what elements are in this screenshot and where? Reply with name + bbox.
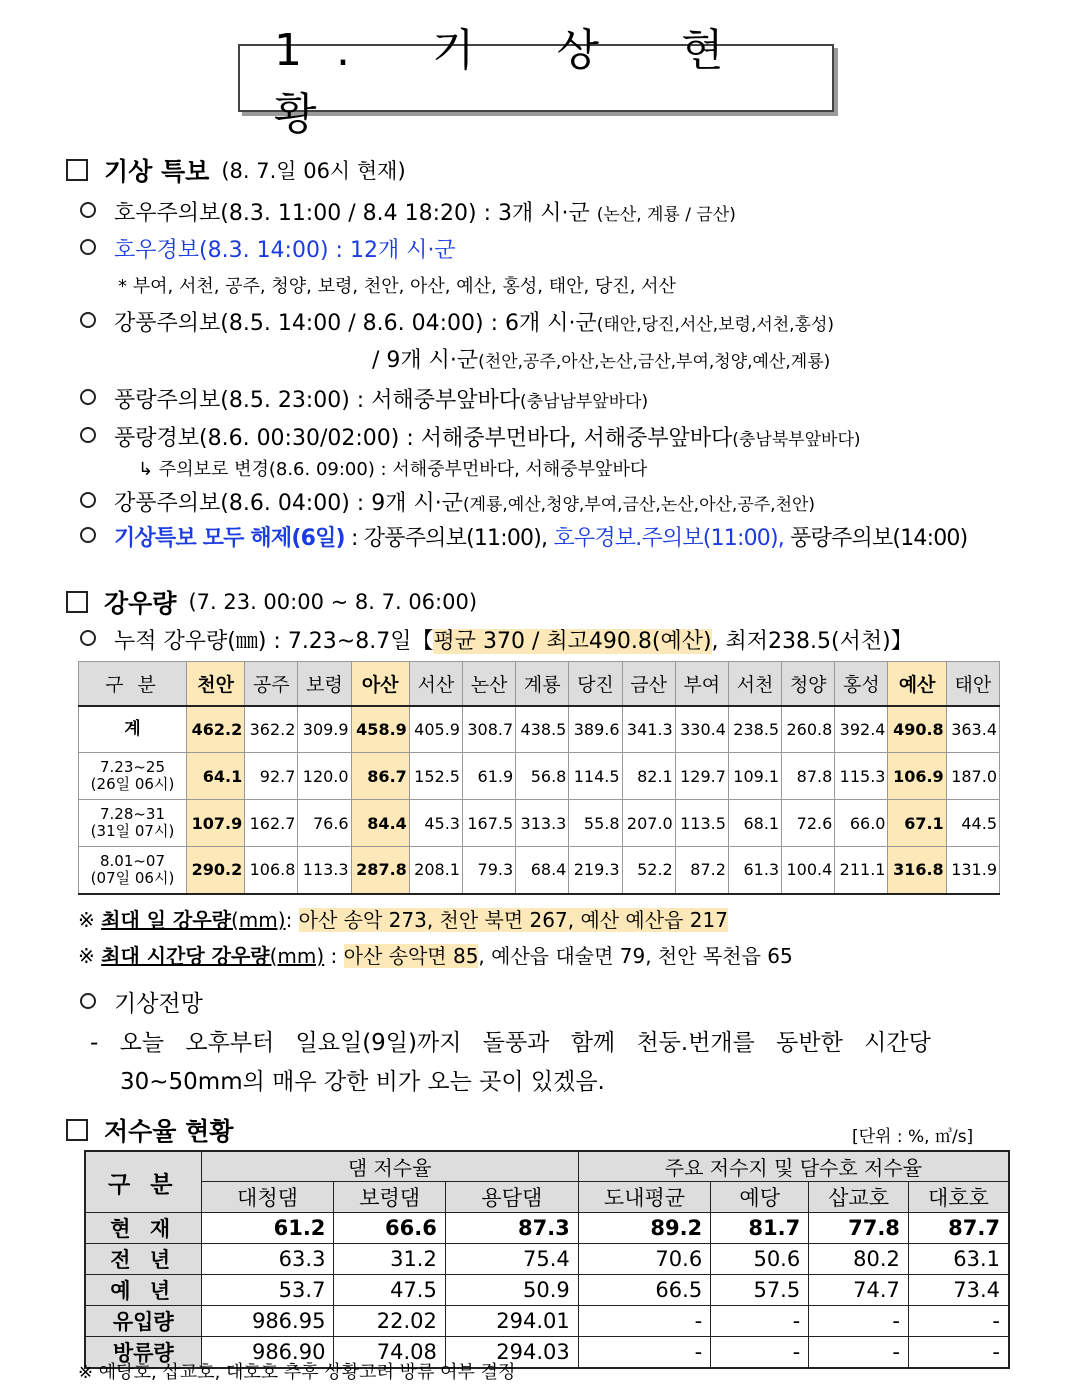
reservoir-row	[85, 1306, 1009, 1337]
cumulative-text: , 최저238.5(서천)】	[711, 629, 913, 654]
city-header: 예산	[888, 662, 946, 706]
rainfall-cell: 76.6	[298, 800, 351, 847]
reservoir-cell: 31.2	[334, 1244, 445, 1275]
row-label	[79, 706, 187, 753]
rainfall-cell: 87.2	[675, 847, 728, 894]
rainfall-cell: 64.1	[187, 753, 245, 800]
warning-text: / 9개 시·군	[372, 348, 479, 373]
warning-item-5	[80, 421, 861, 452]
rainfall-cell: 115.3	[835, 753, 888, 800]
rainfall-cell: 260.8	[782, 706, 835, 753]
reservoir-cell: 63.1	[908, 1244, 1009, 1275]
row-label	[79, 753, 187, 800]
reservoir-cell: -	[578, 1337, 710, 1369]
rainfall-cell: 167.5	[462, 800, 515, 847]
warning-note-5: ↳ 주의보로 변경(8.6. 09:00) : 서해중부먼바다, 서해중부앞바다	[138, 459, 648, 480]
city-header: 홍성	[835, 662, 888, 706]
warning-detail: (충남남부앞바다)	[519, 392, 649, 412]
city-header: 아산	[351, 662, 409, 706]
rainfall-cell: 219.3	[569, 847, 622, 894]
group-reservoir: 주요 저수지 및 담수호 저수율	[578, 1151, 1009, 1182]
rainfall-cell: 462.2	[187, 706, 245, 753]
reservoir-cell: 22.02	[334, 1306, 445, 1337]
rainfall-cell: 208.1	[409, 847, 462, 894]
rainfall-cell: 316.8	[888, 847, 946, 894]
row-label-time: (26일 06시)	[90, 775, 175, 793]
city-header: 서천	[728, 662, 781, 706]
row-label	[79, 800, 187, 847]
unit-label: [단위 : %, ㎥/s]	[852, 1127, 974, 1147]
reservoir-cell: 74.08	[334, 1337, 445, 1369]
warning-item-3b	[372, 343, 830, 374]
title-box	[238, 25, 834, 140]
warning-item-3	[80, 306, 834, 337]
reservoir-cell: 74.7	[809, 1275, 909, 1306]
city-header: 태안	[946, 662, 999, 706]
reservoir-cell: -	[578, 1306, 710, 1337]
rainfall-cell: 309.9	[298, 706, 351, 753]
reservoir-col: 예당	[711, 1182, 809, 1213]
reservoir-col-header	[85, 1182, 1009, 1213]
rainfall-cell: 66.0	[835, 800, 888, 847]
reservoir-cell: 47.5	[334, 1275, 445, 1306]
rainfall-cell: 211.1	[835, 847, 888, 894]
reservoir-cell: 57.5	[711, 1275, 809, 1306]
row-label-period: 계	[124, 718, 141, 739]
rainfall-cell: 106.8	[245, 847, 298, 894]
reservoir-cell: 81.7	[711, 1213, 809, 1244]
reservoir-row-label: 방류량	[85, 1337, 201, 1369]
circle-bullet-icon	[80, 630, 96, 646]
circle-bullet-icon	[80, 993, 96, 1009]
rainfall-cell: 84.4	[351, 800, 409, 847]
rainfall-cell: 120.0	[298, 753, 351, 800]
rainfall-cell: 45.3	[409, 800, 462, 847]
reservoir-col: 보령댐	[334, 1182, 445, 1213]
max-daily-label: 최대 일 강우량	[101, 908, 231, 932]
rainfall-cell: 114.5	[569, 753, 622, 800]
rainfall-cell: 61.3	[728, 847, 781, 894]
rainfall-cell: 162.7	[245, 800, 298, 847]
reservoir-cell: -	[711, 1337, 809, 1369]
rainfall-header-label: 구 분	[79, 662, 187, 706]
rainfall-table-body	[79, 706, 1000, 894]
rainfall-cell: 87.8	[782, 753, 835, 800]
section-reservoir	[66, 1112, 233, 1148]
city-header: 서산	[409, 662, 462, 706]
reservoir-footnote: ※ 예당호, 삽교호, 대호호 추후 상황고려 방류 여부 결정	[78, 1362, 516, 1383]
city-header: 당진	[569, 662, 622, 706]
circle-bullet-icon	[80, 312, 96, 328]
checkbox-square-icon	[66, 1119, 88, 1141]
reservoir-cell: 89.2	[578, 1213, 710, 1244]
circle-bullet-icon	[80, 527, 96, 543]
rainfall-cell: 389.6	[569, 706, 622, 753]
reservoir-cell: 986.95	[201, 1306, 334, 1337]
reservoir-row-label: 예 년	[85, 1275, 201, 1306]
reservoir-col: 삽교호	[809, 1182, 909, 1213]
rainfall-cell: 113.3	[298, 847, 351, 894]
warning-item-1	[80, 196, 736, 227]
rainfall-cell: 490.8	[888, 706, 946, 753]
forecast-line-2: 30~50mm의 매우 강한 비가 오는 곳이 있겠음.	[120, 1069, 605, 1095]
rainfall-row	[79, 847, 1000, 894]
reservoir-row-label: 유입량	[85, 1306, 201, 1337]
city-header: 논산	[462, 662, 515, 706]
row-label-period: 7.23~25	[99, 758, 166, 776]
reservoir-col: 대호호	[908, 1182, 1009, 1213]
reservoir-row	[85, 1275, 1009, 1306]
page-title: 1. 기 상 현 황	[274, 25, 758, 140]
reservoir-cell: -	[711, 1306, 809, 1337]
rainfall-cell: 207.0	[622, 800, 675, 847]
rainfall-cell: 152.5	[409, 753, 462, 800]
rainfall-cell: 82.1	[622, 753, 675, 800]
city-header: 보령	[298, 662, 351, 706]
warning-detail: (태안,당진,서산,보령,서천,홍성)	[596, 315, 835, 335]
warning-note-2: * 부여, 서천, 공주, 청양, 보령, 천안, 아산, 예산, 홍성, 태안, 당진, 서산	[118, 276, 676, 297]
warning-text: 호우주의보(8.3. 11:00 / 8.4 18:20) : 3개 시·군	[114, 201, 590, 226]
reservoir-cell: 50.9	[445, 1275, 578, 1306]
reservoir-cell: 50.6	[711, 1244, 809, 1275]
circle-bullet-icon	[80, 202, 96, 218]
reservoir-cell: 66.6	[334, 1213, 445, 1244]
rainfall-cell: 405.9	[409, 706, 462, 753]
forecast-heading	[80, 985, 203, 1018]
section-heading: 저수율 현황	[104, 1117, 234, 1146]
reservoir-col: 용담댐	[445, 1182, 578, 1213]
reservoir-row	[85, 1244, 1009, 1275]
reservoir-cell: 87.3	[445, 1213, 578, 1244]
row-label-period: 8.01~07	[99, 851, 166, 870]
rainfall-cell: 129.7	[675, 753, 728, 800]
rainfall-cell: 362.2	[245, 706, 298, 753]
reservoir-table	[84, 1150, 1010, 1369]
rainfall-table	[78, 661, 1000, 895]
reservoir-cell: 70.6	[578, 1244, 710, 1275]
reservoir-cell: 63.3	[201, 1244, 334, 1275]
reservoir-col: 대청댐	[201, 1182, 334, 1213]
cumulative-rainfall	[80, 624, 913, 655]
warning-item-6	[80, 486, 815, 517]
warning-item-7	[80, 521, 967, 552]
cumulative-text: 누적 강우량(㎜) : 7.23~8.7일【	[114, 629, 434, 654]
rainfall-row	[79, 800, 1000, 847]
warning-text: 강풍주의보(8.5. 14:00 / 8.6. 04:00) : 6개 시·군	[114, 311, 597, 336]
max-hourly-label: 최대 시간당 강우량	[101, 944, 270, 968]
rainfall-cell: 290.2	[187, 847, 245, 894]
rainfall-cell: 313.3	[516, 800, 569, 847]
warning-text: : 강풍주의보(11:00),	[344, 526, 554, 551]
reservoir-cell: -	[908, 1306, 1009, 1337]
circle-bullet-icon	[80, 239, 96, 255]
rainfall-cell: 44.5	[946, 800, 999, 847]
reservoir-row	[85, 1213, 1009, 1244]
warning-text: 풍랑주의보(8.5. 23:00) : 서해중부앞바다	[114, 388, 520, 413]
warning-item-4	[80, 383, 648, 414]
max-daily-values: 아산 송악 273, 천안 북면 267, 예산 예산읍 217	[298, 908, 728, 932]
rainfall-cell: 68.4	[516, 847, 569, 894]
reservoir-cell: -	[809, 1337, 909, 1369]
reservoir-row-label: 전 년	[85, 1244, 201, 1275]
max-hourly-highlight: 아산 송악면 85	[343, 944, 479, 968]
rainfall-cell: 106.9	[888, 753, 946, 800]
rainfall-cell: 238.5	[728, 706, 781, 753]
row-label-time: (07일 06시)	[90, 868, 175, 887]
city-header: 금산	[622, 662, 675, 706]
row-label-time: (31일 07시)	[90, 822, 175, 840]
warning-detail: (계룡,예산,청양,부여,금산,논산,아산,공주,천안)	[462, 495, 816, 515]
rainfall-cell: 56.8	[516, 753, 569, 800]
reservoir-cell: 53.7	[201, 1275, 334, 1306]
rainfall-cell: 187.0	[946, 753, 999, 800]
rainfall-cell: 363.4	[946, 706, 999, 753]
section-rainfall	[66, 584, 477, 620]
rainfall-cell: 341.3	[622, 706, 675, 753]
rainfall-cell: 72.6	[782, 800, 835, 847]
note-mark: ※	[78, 908, 95, 932]
max-hourly-unit: (mm)	[269, 944, 325, 968]
rainfall-cell: 109.1	[728, 753, 781, 800]
reservoir-cell: 87.7	[908, 1213, 1009, 1244]
reservoir-cell: -	[809, 1306, 909, 1337]
rainfall-cell: 131.9	[946, 847, 999, 894]
reservoir-header-label: 구 분	[85, 1151, 201, 1213]
reservoir-cell: 80.2	[809, 1244, 909, 1275]
max-hourly-rainfall: ※ 최대 시간당 강우량(mm) : 아산 송악면 85, 예산읍 대술면 79, 천안 목천읍 65	[78, 944, 793, 968]
rainfall-cell: 438.5	[516, 706, 569, 753]
warning-text: 강풍주의보(8.6. 04:00) : 9개 시·군	[114, 491, 463, 516]
rainfall-cell: 107.9	[187, 800, 245, 847]
warning-detail: (천안,공주,아산,논산,금산,부여,청양,예산,계룡)	[478, 352, 831, 372]
row-label	[79, 847, 187, 894]
rainfall-cell: 392.4	[835, 706, 888, 753]
reservoir-cell: 294.01	[445, 1306, 578, 1337]
rainfall-cell: 67.1	[888, 800, 946, 847]
cumulative-highlight: 평균 370 / 최고490.8(예산)	[433, 629, 712, 654]
rainfall-cell: 113.5	[675, 800, 728, 847]
rainfall-cell: 52.2	[622, 847, 675, 894]
city-header: 계룡	[516, 662, 569, 706]
rainfall-cell: 308.7	[462, 706, 515, 753]
rainfall-cell: 61.9	[462, 753, 515, 800]
reservoir-table-body	[85, 1213, 1009, 1369]
row-label-period: 7.28~31	[99, 805, 166, 823]
section-subheading: (7. 23. 00:00 ~ 8. 7. 06:00)	[188, 590, 478, 614]
note-mark: ※	[78, 944, 95, 968]
reservoir-cell: -	[908, 1337, 1009, 1369]
reservoir-cell: 77.8	[809, 1213, 909, 1244]
warning-cleared: 기상특보 모두 해제(6일)	[114, 526, 345, 551]
circle-bullet-icon	[80, 389, 96, 405]
circle-bullet-icon	[80, 427, 96, 443]
warning-text: 호우경보.주의보(11:00),	[553, 526, 784, 551]
checkbox-square-icon	[66, 591, 88, 613]
rainfall-table-header	[79, 662, 1000, 706]
warning-detail: (논산, 계룡 / 금산)	[596, 205, 736, 225]
rainfall-row	[79, 753, 1000, 800]
warning-text: 풍랑경보(8.6. 00:30/02:00) : 서해중부먼바다, 서해중부앞바다	[114, 426, 733, 451]
warning-item-2	[80, 233, 456, 264]
warning-detail: (충남북부앞바다)	[732, 430, 861, 450]
rainfall-cell: 79.3	[462, 847, 515, 894]
rainfall-cell: 287.8	[351, 847, 409, 894]
section-weather-warnings	[66, 152, 406, 188]
max-hourly-values: , 예산읍 대술면 79, 천안 목천읍 65	[478, 944, 793, 968]
city-header: 천안	[187, 662, 245, 706]
city-header: 청양	[782, 662, 835, 706]
warning-text: 풍랑주의보(14:00)	[783, 526, 968, 551]
reservoir-cell: 66.5	[578, 1275, 710, 1306]
rainfall-cell: 55.8	[569, 800, 622, 847]
reservoir-cell: 61.2	[201, 1213, 334, 1244]
reservoir-row-label: 현 재	[85, 1213, 201, 1244]
reservoir-col: 도내평균	[578, 1182, 710, 1213]
reservoir-cell: 75.4	[445, 1244, 578, 1275]
rainfall-cell: 100.4	[782, 847, 835, 894]
reservoir-cell: 294.03	[445, 1337, 578, 1369]
section-heading: 기상 특보	[104, 157, 210, 186]
rainfall-cell: 92.7	[245, 753, 298, 800]
rainfall-cell: 330.4	[675, 706, 728, 753]
section-subheading: (8. 7.일 06시 현재)	[221, 159, 406, 183]
group-dam: 댐 저수율	[201, 1151, 578, 1182]
section-heading: 강우량	[104, 589, 177, 618]
reservoir-cell: 986.90	[201, 1337, 334, 1369]
reservoir-group-header	[85, 1151, 1009, 1182]
circle-bullet-icon	[80, 492, 96, 508]
rainfall-cell: 68.1	[728, 800, 781, 847]
city-header: 부여	[675, 662, 728, 706]
forecast-line-1: - 오늘 오후부터 일요일(9일)까지 돌풍과 함께 천둥.번개를 동반한 시간당	[90, 1030, 931, 1056]
rainfall-cell: 86.7	[351, 753, 409, 800]
warning-text: 호우경보(8.3. 14:00) : 12개 시·군	[114, 238, 456, 263]
rainfall-row	[79, 706, 1000, 753]
reservoir-cell: 73.4	[908, 1275, 1009, 1306]
city-header: 공주	[245, 662, 298, 706]
forecast-heading-text: 기상전망	[114, 991, 203, 1017]
rainfall-cell: 458.9	[351, 706, 409, 753]
max-daily-rainfall: ※ 최대 일 강우량(mm): 아산 송악 273, 천안 북면 267, 예산 예산읍 217	[78, 908, 728, 932]
checkbox-square-icon	[66, 159, 88, 181]
max-daily-unit: (mm)	[230, 908, 286, 932]
